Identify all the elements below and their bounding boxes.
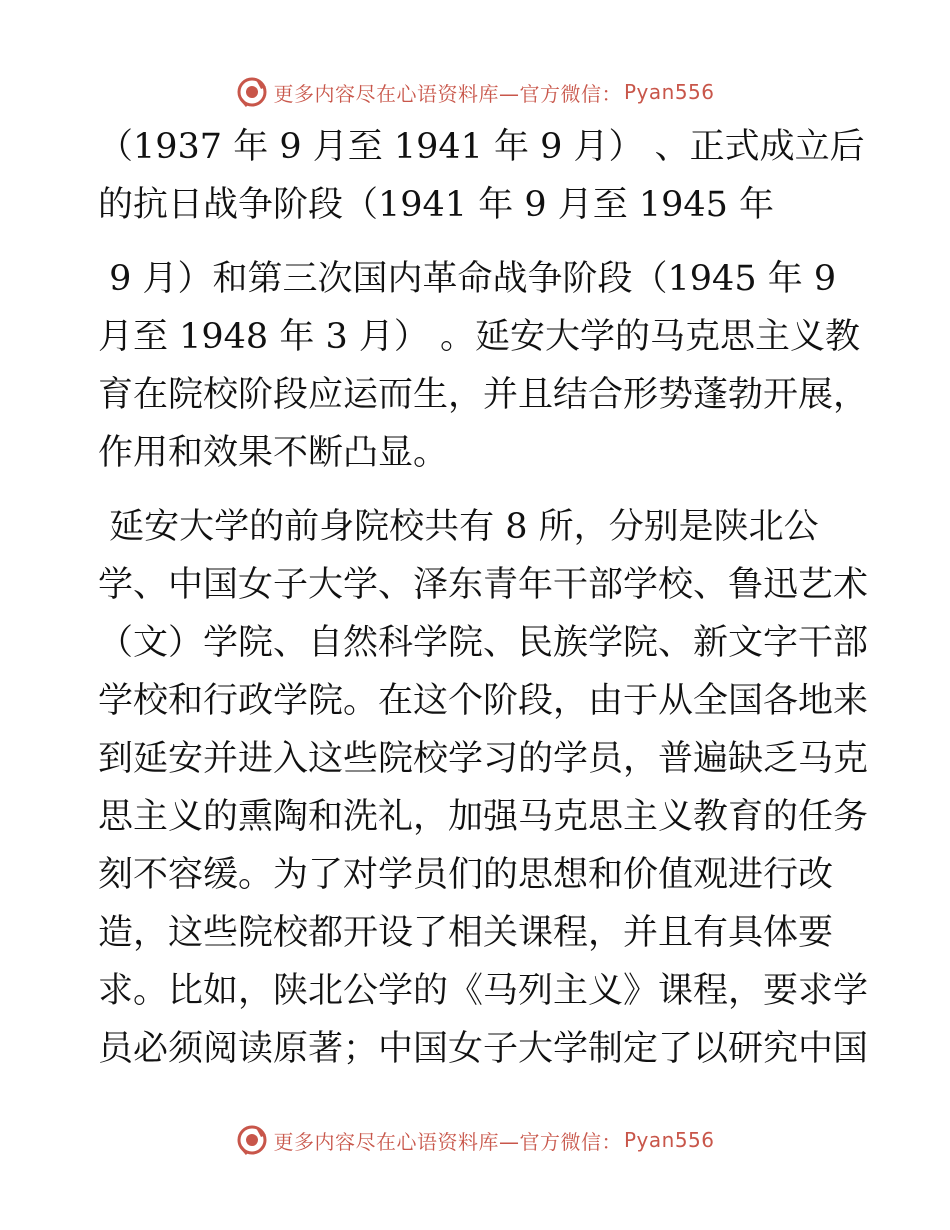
text-line: （文）学院、自然科学院、民族学院、新文字干部 [98,623,869,663]
banner-wechat-id: Pyan556 [623,80,715,104]
text-line: 育在院校阶段应运而生，并且结合形势蓬勃开展， [98,375,869,415]
paragraph [98,250,869,482]
text-line: 的抗日战争阶段（1941 年 9 月至 1945 年 [98,185,775,225]
logo-icon [235,1123,269,1157]
banner-text: 更多内容尽在心语资料库—官方微信： [273,81,622,106]
logo-icon [235,75,269,109]
text-line: 求。比如，陕北公学的《马列主义》课程，要求学 [98,971,869,1011]
text-line: 学、中国女子大学、泽东青年干部学校、鲁迅艺术 [98,565,869,605]
body-text [98,118,869,1078]
text-line: 学校和行政学院。在这个阶段，由于从全国各地来 [98,681,869,721]
banner-text: 更多内容尽在心语资料库—官方微信： [273,1129,622,1154]
text-line: 作用和效果不断凸显。 [98,433,449,473]
watermark-banner-top [0,72,950,112]
banner-wechat-id: Pyan556 [623,1128,715,1152]
text-line: 造，这些院校都开设了相关课程，并且有具体要 [98,913,834,953]
text-line: 刻不容缓。为了对学员们的思想和价值观进行改 [98,855,834,895]
text-line: 到延安并进入这些院校学习的学员，普遍缺乏马克 [98,739,869,779]
paragraph [98,498,869,1078]
paragraph [98,118,865,234]
text-line: 延安大学的前身院校共有 8 所，分别是陕北公 [98,507,819,547]
text-line: 员必须阅读原著；中国女子大学制定了以研究中国 [98,1029,869,1069]
text-line: 9 月）和第三次国内革命战争阶段（1945 年 9 [98,259,837,299]
watermark-banner-bottom [0,1120,950,1160]
text-line: 思主义的熏陶和洗礼，加强马克思主义教育的任务 [98,797,869,837]
text-line: （1937 年 9 月至 1941 年 9 月） 、正式成立后 [98,127,865,167]
text-line: 月至 1948 年 3 月） 。延安大学的马克思主义教 [98,317,860,357]
